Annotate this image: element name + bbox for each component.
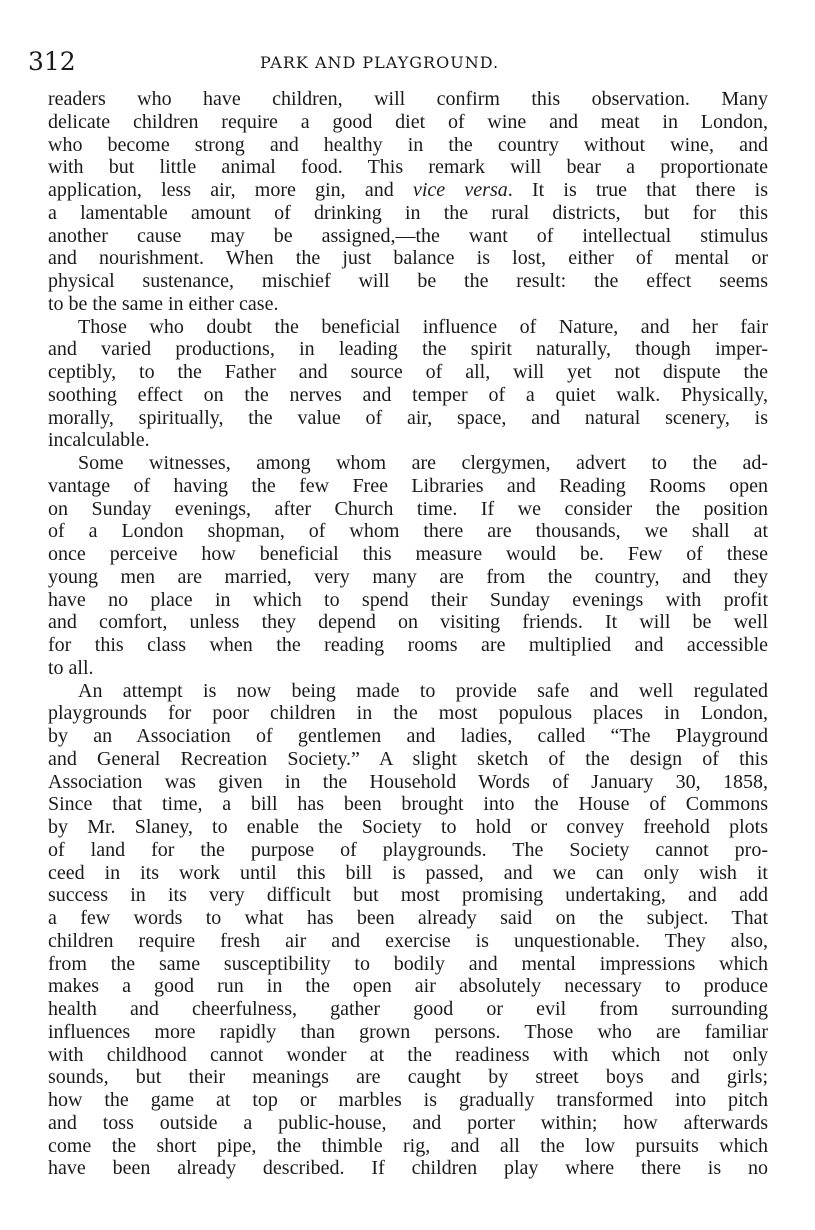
text-line: application, less air, more gin, and vice versa. It is true that there is bbox=[48, 179, 768, 201]
paragraph bbox=[48, 680, 768, 1181]
text-line: once perceive how beneficial this measure would be. Few of these bbox=[48, 543, 768, 565]
text-line: a lamentable amount of drinking in the rural districts, but for this bbox=[48, 201, 768, 224]
text-line: delicate children require a good diet of wine and meat in London, bbox=[48, 110, 768, 133]
text-line: a few words to what has been already said on the subject. That bbox=[48, 907, 768, 929]
text-line: to all. bbox=[48, 656, 94, 679]
text-line: by an Association of gentlemen and ladies, called “The Playground bbox=[48, 725, 768, 747]
text-line: morally, spiritually, the value of air, space, and natural scenery, is bbox=[48, 406, 768, 429]
text-line: by Mr. Slaney, to enable the Society to hold or convey freehold plots bbox=[48, 816, 768, 838]
text-line: to be the same in either case. bbox=[48, 292, 279, 315]
text-line: who become strong and healthy in the country without wine, and bbox=[48, 133, 768, 156]
text-line: have been already described. If children play where there is no bbox=[48, 1157, 768, 1180]
text-line: success in its very difficult but most promising undertaking, and add bbox=[48, 884, 768, 907]
running-title: PARK AND PLAYGROUND. bbox=[260, 53, 500, 72]
text-line: Association was given in the Household Words of January 30, 1858, bbox=[48, 770, 768, 793]
text-line: physical sustenance, mischief will be the result: the effect seems bbox=[48, 270, 768, 292]
body-text bbox=[48, 88, 768, 1180]
text-line: Since that time, a bill has been brought into the House of Commons bbox=[48, 793, 768, 816]
text-line: readers who have children, will confirm this observation. Many bbox=[48, 88, 768, 110]
text-line: for this class when the reading rooms are multiplied and accessible bbox=[48, 634, 768, 656]
text-line: Those who doubt the beneficial influence of Nature, and her fair bbox=[78, 315, 768, 338]
page-header bbox=[28, 48, 768, 76]
text-line: with childhood cannot wonder at the readiness with which not only bbox=[48, 1043, 768, 1066]
paragraph bbox=[48, 88, 768, 316]
text-line: sounds, but their meanings are caught by street boys and girls; bbox=[48, 1066, 768, 1089]
text-line: playgrounds for poor children in the most populous places in London, bbox=[48, 702, 768, 725]
text-line: of a London shopman, of whom there are thousands, we shall at bbox=[48, 520, 768, 543]
text-line: with but little animal food. This remark will bear a proportionate bbox=[48, 156, 768, 179]
text-line: influences more rapidly than grown persons. Those who are familiar bbox=[48, 1020, 768, 1043]
text-line: children require fresh air and exercise is unquestionable. They also, bbox=[48, 929, 768, 952]
text-line: from the same susceptibility to bodily and mental impressions which bbox=[48, 952, 768, 975]
paragraph bbox=[48, 452, 768, 680]
text-line: and toss outside a public-house, and porter within; how afterwards bbox=[48, 1111, 768, 1134]
text-line: incalculable. bbox=[48, 429, 150, 452]
text-line: ceed in its work until this bill is passed, and we can only wish it bbox=[48, 861, 768, 884]
text-line: of land for the purpose of playgrounds. The Society cannot pro- bbox=[48, 838, 768, 861]
page-number: 312 bbox=[28, 47, 76, 76]
text-line: soothing effect on the nerves and temper of a quiet walk. Physically, bbox=[48, 383, 768, 406]
text-line: vantage of having the few Free Libraries and Reading Rooms open bbox=[48, 474, 768, 497]
paragraph bbox=[48, 316, 768, 453]
text-line: and varied productions, in leading the spirit naturally, though imper- bbox=[48, 338, 768, 361]
text-line: An attempt is now being made to provide safe and well regulated bbox=[78, 679, 768, 702]
text-line: and nourishment. When the just balance is lost, either of mental or bbox=[48, 247, 768, 270]
text-line: Some witnesses, among whom are clergymen, advert to the ad- bbox=[78, 452, 768, 474]
text-line: come the short pipe, the thimble rig, and all the low pursuits which bbox=[48, 1134, 768, 1157]
text-line: how the game at top or marbles is gradually transformed into pitch bbox=[48, 1089, 768, 1111]
text-line: young men are married, very many are from the country, and they bbox=[48, 565, 768, 588]
text-line: another cause may be assigned,—the want of intellectual stimulus bbox=[48, 224, 768, 247]
text-line: ceptibly, to the Father and source of all, will yet not dispute the bbox=[48, 361, 768, 383]
text-line: and comfort, unless they depend on visiting friends. It will be well bbox=[48, 611, 768, 634]
text-line: makes a good run in the open air absolutely necessary to produce bbox=[48, 975, 768, 998]
text-line: have no place in which to spend their Sunday evenings with profit bbox=[48, 588, 768, 611]
text-line: on Sunday evenings, after Church time. If we consider the position bbox=[48, 497, 768, 520]
text-line: and General Recreation Society.” A slight sketch of the design of this bbox=[48, 747, 768, 770]
text-line: health and cheerfulness, gather good or evil from surrounding bbox=[48, 998, 768, 1020]
